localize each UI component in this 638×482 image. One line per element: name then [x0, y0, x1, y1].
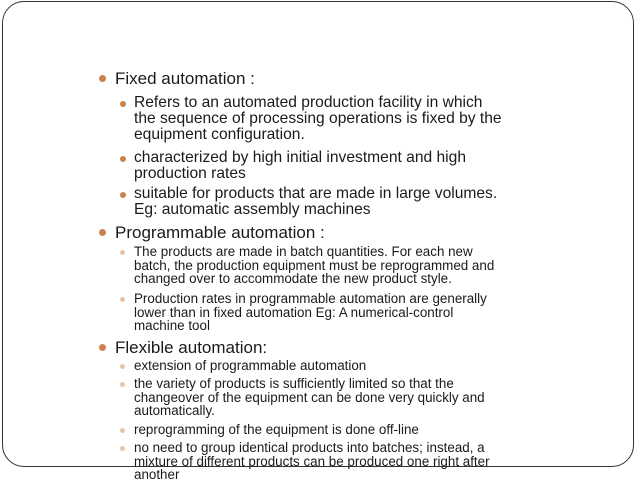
bullet-dot-icon: [120, 101, 126, 107]
bullet-line: no need to group identical products into batches; instead, a: [134, 440, 485, 455]
bullet-dot-icon: [120, 382, 125, 387]
bullet-dot-icon: [120, 297, 125, 302]
bullet-dot-icon: [120, 428, 125, 433]
bullet-line: equipment configuration.: [134, 126, 305, 143]
bullet-dot-icon: [120, 192, 126, 198]
bullet-dot-icon: [120, 156, 126, 162]
bullet-line: the sequence of processing operations is fixed by the: [134, 110, 502, 127]
bullet-dot-icon: [120, 364, 125, 369]
bullet-line: automatically.: [134, 403, 215, 419]
bullet-line: machine tool: [134, 318, 210, 334]
bullet-line: lower than in fixed automation Eg: A numerical-control: [134, 304, 454, 320]
sub-bullet-programmable-rates: [120, 292, 590, 333]
bullet-dot-icon: [120, 446, 125, 451]
sub-bullet-fixed-investment: [120, 150, 580, 182]
bullet-line: mixture of different products can be produced one right after: [134, 453, 490, 469]
bullet-line: extension of programmable automation: [134, 358, 367, 373]
bullet-line: changed over to accommodate the new product style.: [134, 271, 452, 287]
bullet-dot-icon: [120, 250, 125, 255]
sub-bullet-flexible-extension: [120, 359, 590, 373]
bullet-line: production rates: [134, 165, 246, 182]
bullet-flexible-automation: [100, 339, 267, 357]
bullet-text: Flexible automation:: [115, 338, 268, 357]
bullet-line: the variety of products is sufficiently limited so that the: [134, 376, 454, 391]
bullet-line: reprogramming of the equipment is done off-line: [134, 422, 419, 437]
sub-bullet-fixed-definition: [120, 95, 580, 143]
bullet-line: batch, the production equipment must be reprogrammed and: [134, 257, 495, 273]
bullet-line: characterized by high initial investment and high: [134, 149, 466, 166]
bullet-line: another: [134, 467, 180, 482]
bullet-line: Production rates in programmable automation are generally: [134, 291, 487, 306]
bullet-dot-icon: [99, 75, 106, 82]
bullet-line: Eg: automatic assembly machines: [134, 201, 371, 218]
bullet-line: suitable for products that are made in large volumes.: [134, 185, 498, 202]
bullet-line: changeover of the equipment can be done very quickly and: [134, 389, 485, 405]
bullet-line: Refers to an automated production facility in which: [134, 94, 483, 111]
bullet-dot-icon: [99, 229, 106, 236]
bullet-text: Fixed automation :: [115, 69, 255, 88]
sub-bullet-flexible-variety: [120, 377, 590, 418]
sub-bullet-flexible-reprogramming: [120, 423, 590, 437]
sub-bullet-fixed-volumes: [120, 186, 580, 218]
bullet-fixed-automation: [100, 70, 255, 88]
bullet-dot-icon: [99, 344, 106, 351]
bullet-text: Programmable automation :: [115, 223, 325, 242]
sub-bullet-programmable-batches: [120, 245, 590, 286]
sub-bullet-flexible-mixture: [120, 441, 590, 482]
bullet-programmable-automation: [100, 224, 325, 242]
bullet-line: The products are made in batch quantities. For each new: [134, 244, 473, 259]
